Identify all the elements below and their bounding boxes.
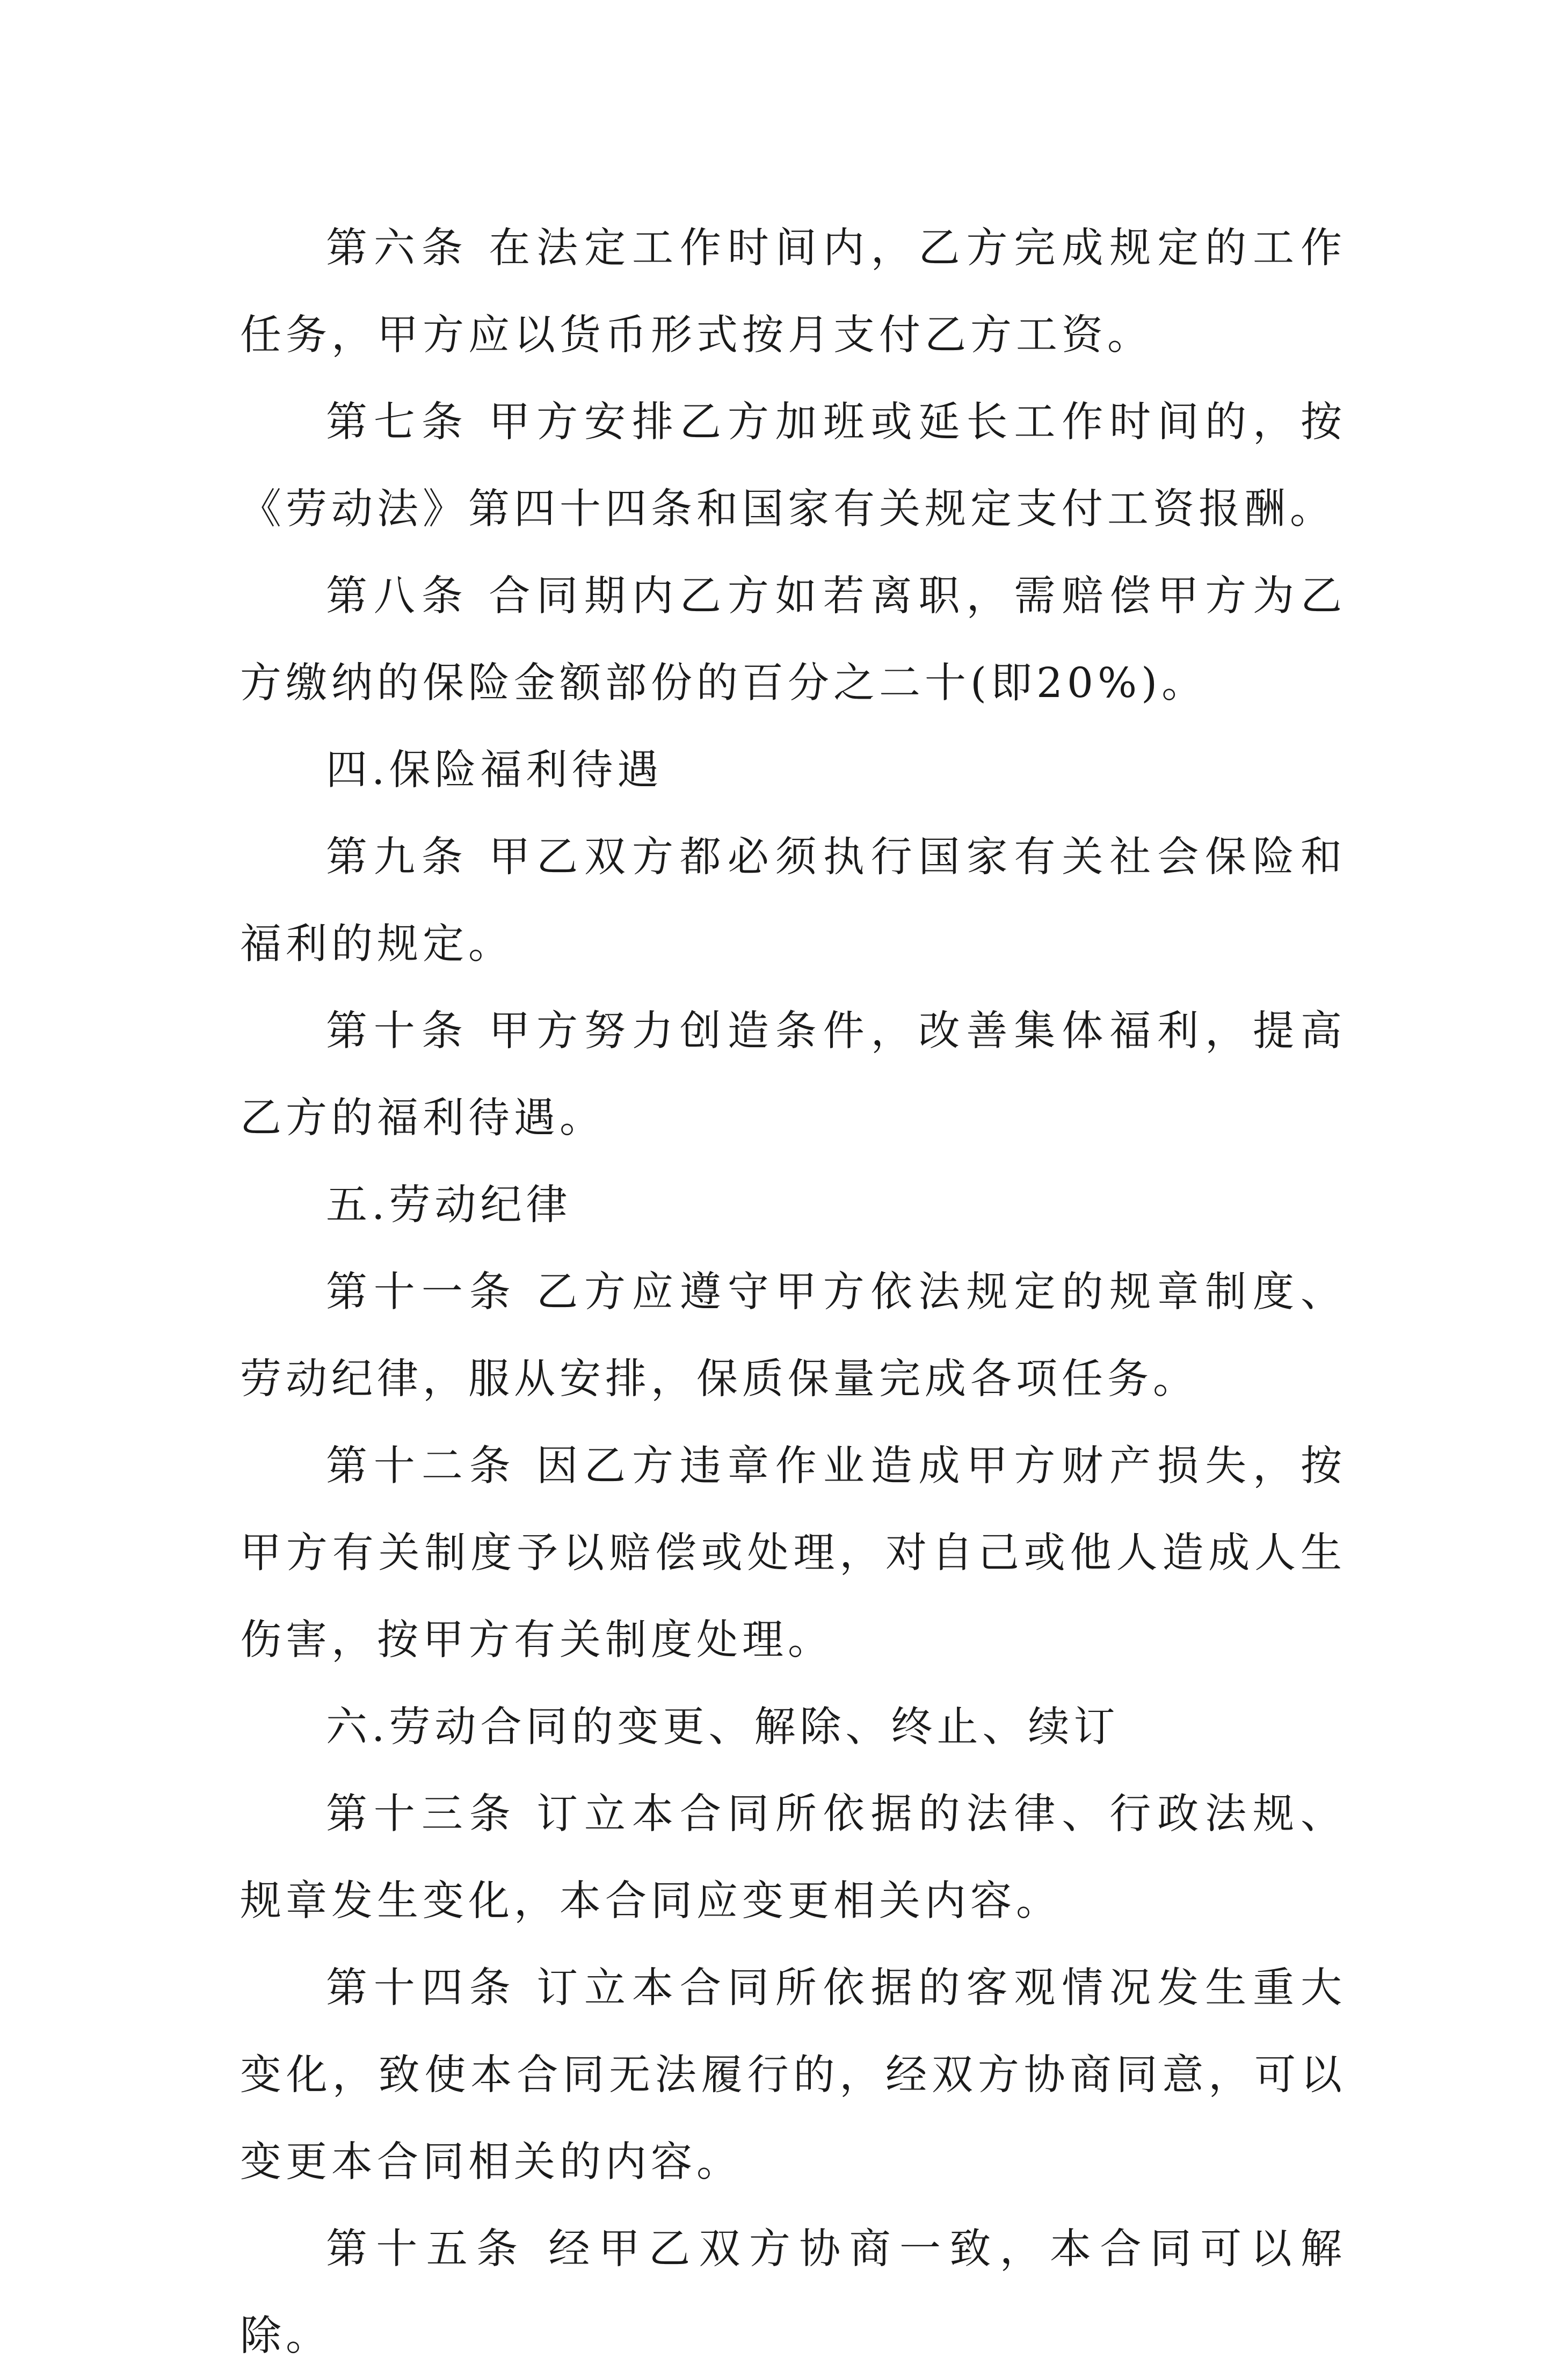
article-15: 第十五条 经甲乙双方协商一致，本合同可以解除。 <box>240 2225 1346 2360</box>
article-7: 第七条 甲方安排乙方加班或延长工作时间的，按《劳动法》第四十四条和国家有关规定支付工资报酬。 <box>240 398 1346 533</box>
article-9: 第九条 甲乙双方都必须执行国家有关社会保险和福利的规定。 <box>240 833 1346 968</box>
section-heading-contract-changes: 六.劳动合同的变更、解除、终止、续订 <box>326 1703 1120 1751</box>
article-8: 第八条 合同期内乙方如若离职，需赔偿甲方为乙方缴纳的保险金额部份的百分之二十(即20%)。 <box>240 572 1346 707</box>
article-12: 第十二条 因乙方违章作业造成甲方财产损失，按甲方有关制度予以赔偿或处理，对自己或他人造成人生伤害，按甲方有关制度处理。 <box>240 1442 1346 1664</box>
section-heading-insurance-welfare: 四.保险福利待遇 <box>326 746 663 794</box>
article-11: 第十一条 乙方应遵守甲方依法规定的规章制度、劳动纪律，服从安排，保质保量完成各项任务。 <box>240 1268 1346 1403</box>
article-14: 第十四条 订立本合同所依据的客观情况发生重大变化，致使本合同无法履行的，经双方协商同意，可以变更本合同相关的内容。 <box>240 1964 1346 2186</box>
document-body <box>240 205 1346 2380</box>
section-heading-labor-discipline: 五.劳动纪律 <box>326 1181 572 1229</box>
article-10: 第十条 甲方努力创造条件，改善集体福利，提高乙方的福利待遇。 <box>240 1007 1346 1142</box>
article-13: 第十三条 订立本合同所依据的法律、行政法规、规章发生变化，本合同应变更相关内容。 <box>240 1790 1346 1925</box>
article-6: 第六条 在法定工作时间内，乙方完成规定的工作任务，甲方应以货币形式按月支付乙方工资。 <box>240 224 1346 359</box>
